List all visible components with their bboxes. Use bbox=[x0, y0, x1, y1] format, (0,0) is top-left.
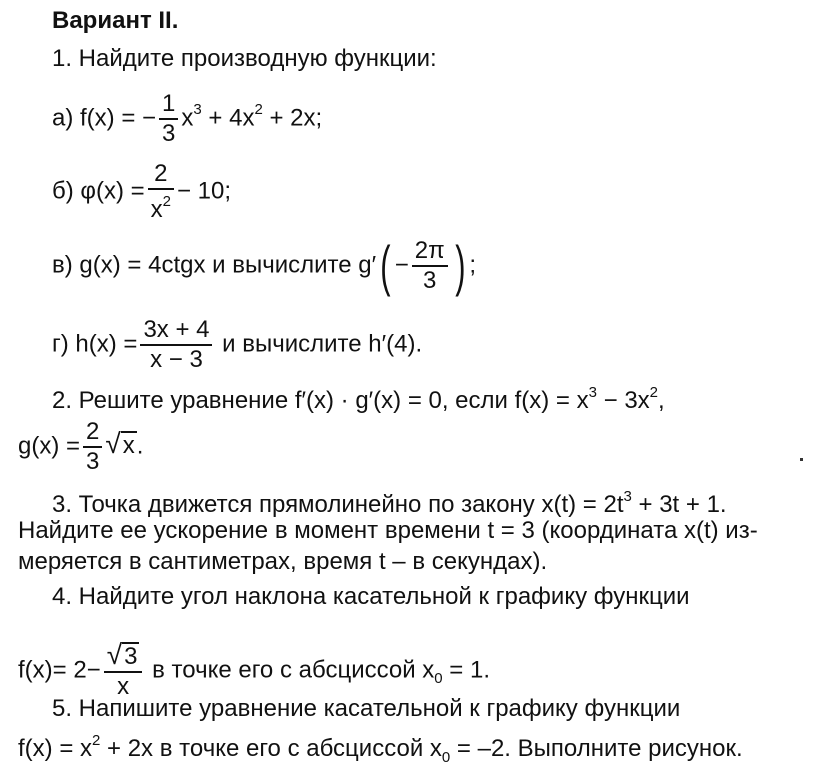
task1-g-num: 3x + 4 bbox=[143, 316, 210, 343]
task2-exp1: 3 bbox=[588, 384, 597, 401]
task1-v-lead: в) g(x) = 4ctgx и вычислите g′ bbox=[52, 251, 377, 279]
task1-v-sign: − bbox=[394, 251, 409, 279]
task3-text-a: 3. Точка движется прямолинейно по закону x(t) = 2t bbox=[52, 491, 624, 518]
task1-b-den-exp: 2 bbox=[162, 193, 171, 210]
task1-item-v bbox=[52, 234, 477, 297]
task1-a-den: 3 bbox=[159, 118, 178, 148]
task4-line2 bbox=[18, 641, 490, 701]
stray-dot bbox=[800, 458, 803, 461]
task2-radicand: x bbox=[122, 432, 135, 460]
task1-g-fraction bbox=[140, 316, 212, 374]
task5-text-c: = –2. Выполните рисунок. bbox=[450, 735, 743, 762]
left-paren: ( bbox=[380, 234, 391, 297]
task1-b-fraction bbox=[148, 160, 174, 224]
task1-b-lead: б) φ(x) = bbox=[52, 177, 145, 205]
task1-item-a bbox=[52, 90, 322, 148]
task1-a-term3: + 2x; bbox=[269, 104, 323, 132]
task2-lead2: g(x) = bbox=[18, 432, 81, 460]
task2-text-a: 2. Решите уравнение f′(x) · g′(x) = 0, если f(x) = x bbox=[52, 387, 589, 414]
task1-heading: 1. Найдите производную функции: bbox=[52, 45, 437, 72]
task4-num bbox=[104, 641, 143, 671]
task4-fraction bbox=[104, 641, 143, 701]
task2-line1 bbox=[52, 380, 665, 416]
task1-a-exp1: 3 bbox=[193, 101, 202, 119]
task5-text-a: f(x) = x bbox=[18, 735, 93, 762]
variant-title: Вариант II. bbox=[52, 7, 179, 34]
task3-line2: Найдите ее ускорение в момент времени t = 3 (координата x(t) из- bbox=[18, 517, 758, 544]
task5-exp: 2 bbox=[92, 732, 101, 749]
task1-a-lead: а) f(x) = − bbox=[52, 104, 157, 132]
task1-a-exp2: 2 bbox=[254, 101, 263, 119]
task1-a-term1: x bbox=[181, 104, 194, 132]
task1-item-g bbox=[52, 316, 422, 374]
sqrt-icon: √ bbox=[106, 639, 123, 670]
task4-radicand: 3 bbox=[124, 643, 138, 670]
task2-tail: . bbox=[136, 432, 144, 460]
task4-tail-a: в точке его с абсциссой x bbox=[152, 656, 435, 684]
task1-b-den-base: x bbox=[150, 196, 163, 223]
sqrt-icon: √ bbox=[105, 428, 121, 460]
task4-tail-b: = 1. bbox=[442, 656, 491, 684]
task2-line2 bbox=[18, 418, 143, 476]
task4-den: x bbox=[104, 671, 143, 701]
task5-sub: 0 bbox=[441, 748, 451, 766]
task4-line1: 4. Найдите угол наклона касательной к графику функции bbox=[52, 583, 690, 610]
task1-a-term2: + 4x bbox=[208, 104, 255, 132]
task1-g-lead: г) h(x) = bbox=[52, 330, 138, 358]
task1-a-fraction bbox=[159, 90, 178, 148]
task3-text-b: + 3t + 1. bbox=[631, 491, 727, 518]
task3-line1 bbox=[52, 484, 727, 520]
task1-b-num: 2 bbox=[154, 160, 168, 187]
task1-b-den bbox=[148, 188, 174, 224]
task3-line3: меряется в сантиметрах, время t – в секундах). bbox=[18, 548, 548, 575]
task1-v-num: 2π bbox=[414, 237, 445, 264]
task2-exp2: 2 bbox=[649, 384, 659, 401]
right-paren: ) bbox=[454, 234, 466, 297]
task5-line1: 5. Напишите уравнение касательной к графику функции bbox=[52, 695, 681, 722]
task1-v-fraction bbox=[412, 237, 448, 295]
task2-text-b: − 3x bbox=[596, 387, 650, 414]
task4-lead: f(x)= 2− bbox=[18, 656, 101, 684]
task2-text-c: , bbox=[658, 387, 665, 414]
task1-a-num: 1 bbox=[162, 90, 176, 117]
task2-sqrt bbox=[105, 429, 136, 461]
task1-v-tail: ; bbox=[469, 251, 477, 279]
task1-b-tail: − 10; bbox=[176, 177, 232, 205]
task2-num: 2 bbox=[86, 418, 100, 445]
task1-g-den: x − 3 bbox=[140, 344, 212, 374]
task2-den: 3 bbox=[83, 446, 102, 476]
task4-sub: 0 bbox=[434, 670, 443, 688]
task1-item-b bbox=[52, 160, 231, 224]
task2-fraction bbox=[83, 418, 102, 476]
task3-exp: 3 bbox=[623, 488, 632, 505]
task5-line2 bbox=[18, 728, 743, 773]
task4-sqrt bbox=[107, 641, 140, 671]
task5-text-b: + 2x в точке его с абсциссой x bbox=[100, 735, 442, 762]
task1-v-den: 3 bbox=[412, 265, 448, 295]
task1-g-tail: и вычислите h′(4). bbox=[222, 330, 423, 358]
